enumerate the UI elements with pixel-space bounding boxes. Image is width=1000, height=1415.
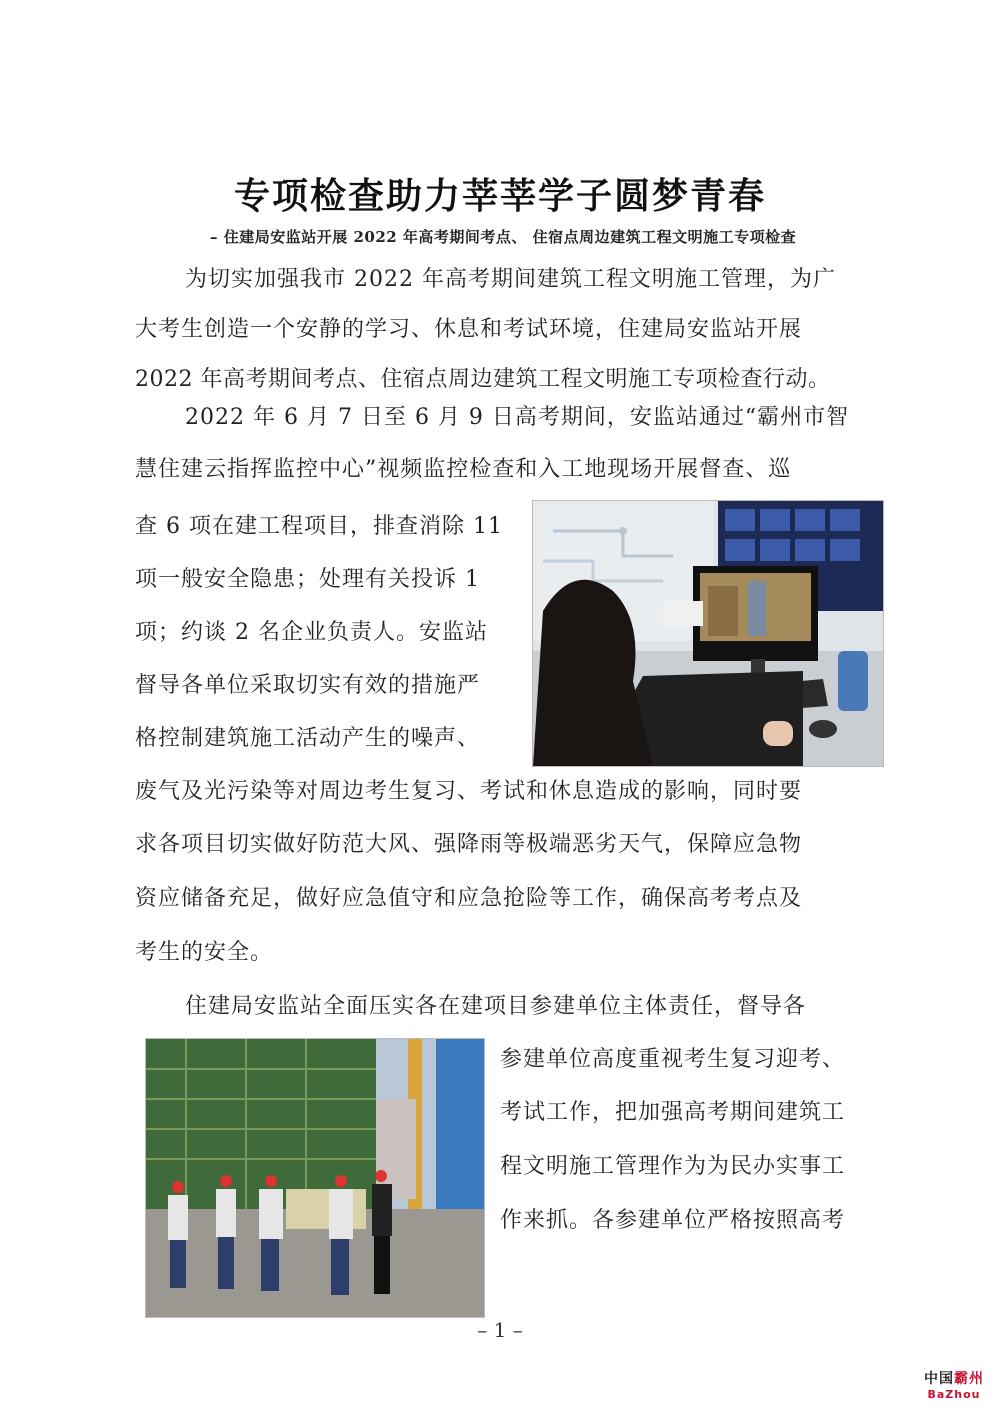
watermark-accent: 霸州	[954, 1371, 984, 1387]
paragraph-line: 参建单位高度重视考生复习迎考、	[500, 1047, 846, 1072]
paragraph-line: 2022 年高考期间考点、住宿点周边建筑工程文明施工专项检查行动。	[135, 367, 831, 392]
paragraph-line: 查 6 项在建工程项目，排查消除 11	[135, 514, 503, 539]
monitoring-center-illustration	[533, 501, 883, 766]
watermark-logo-text	[924, 1368, 984, 1388]
watermark-sub: BaZhou	[927, 1388, 981, 1401]
paragraph-line: 求各项目切实做好防范大风、强降雨等极端恶劣天气，保障应急物	[135, 832, 803, 857]
paragraph-line: 为切实加强我市 2022 年高考期间建筑工程文明施工管理，为广	[185, 267, 836, 292]
paragraph-line: 考生的安全。	[135, 940, 274, 965]
paragraph-line: 格控制建筑施工活动产生的噪声、	[135, 726, 481, 751]
paragraph-line: 大考生创造一个安静的学习、休息和考试环境，住建局安监站开展	[135, 317, 803, 342]
paragraph-line: 慧住建云指挥监控中心”视频监控检查和入工地现场开展督查、巡	[135, 457, 792, 482]
paragraph-line: 项一般安全隐患；处理有关投诉 1	[135, 567, 480, 592]
paragraph-line: 项；约谈 2 名企业负责人。安监站	[135, 620, 488, 645]
watermark-prefix: 中国	[924, 1371, 954, 1387]
paragraph-line: 废气及光污染等对周边考生复习、考试和休息造成的影响，同时要	[135, 779, 803, 804]
paragraph-line: 程文明施工管理作为为民办实事工	[500, 1154, 846, 1179]
paragraph-line: 督导各单位采取切实有效的措施严	[135, 673, 481, 698]
page-number: – 1 –	[477, 1318, 523, 1342]
site-watermark	[924, 1368, 984, 1401]
page-title: 专项检查助力莘莘学子圆梦青春	[233, 175, 766, 217]
construction-site-illustration	[146, 1039, 484, 1317]
paragraph-line: 考试工作，把加强高考期间建筑工	[500, 1100, 846, 1125]
paragraph-line: 住建局安监站全面压实各在建项目参建单位主体责任，督导各	[185, 994, 807, 1019]
construction-site-photo	[145, 1038, 485, 1318]
paragraph-line: 资应储备充足，做好应急值守和应急抢险等工作，确保高考考点及	[135, 886, 803, 911]
monitoring-center-photo	[532, 500, 884, 767]
paragraph-line: 2022 年 6 月 7 日至 6 月 9 日高考期间，安监站通过“霸州市智	[185, 405, 850, 430]
paragraph-line: 作来抓。各参建单位严格按照高考	[500, 1208, 846, 1233]
page-subtitle: – 住建局安监站开展 2022 年高考期间考点、 住宿点周边建筑工程文明施工专项检查	[210, 228, 797, 246]
